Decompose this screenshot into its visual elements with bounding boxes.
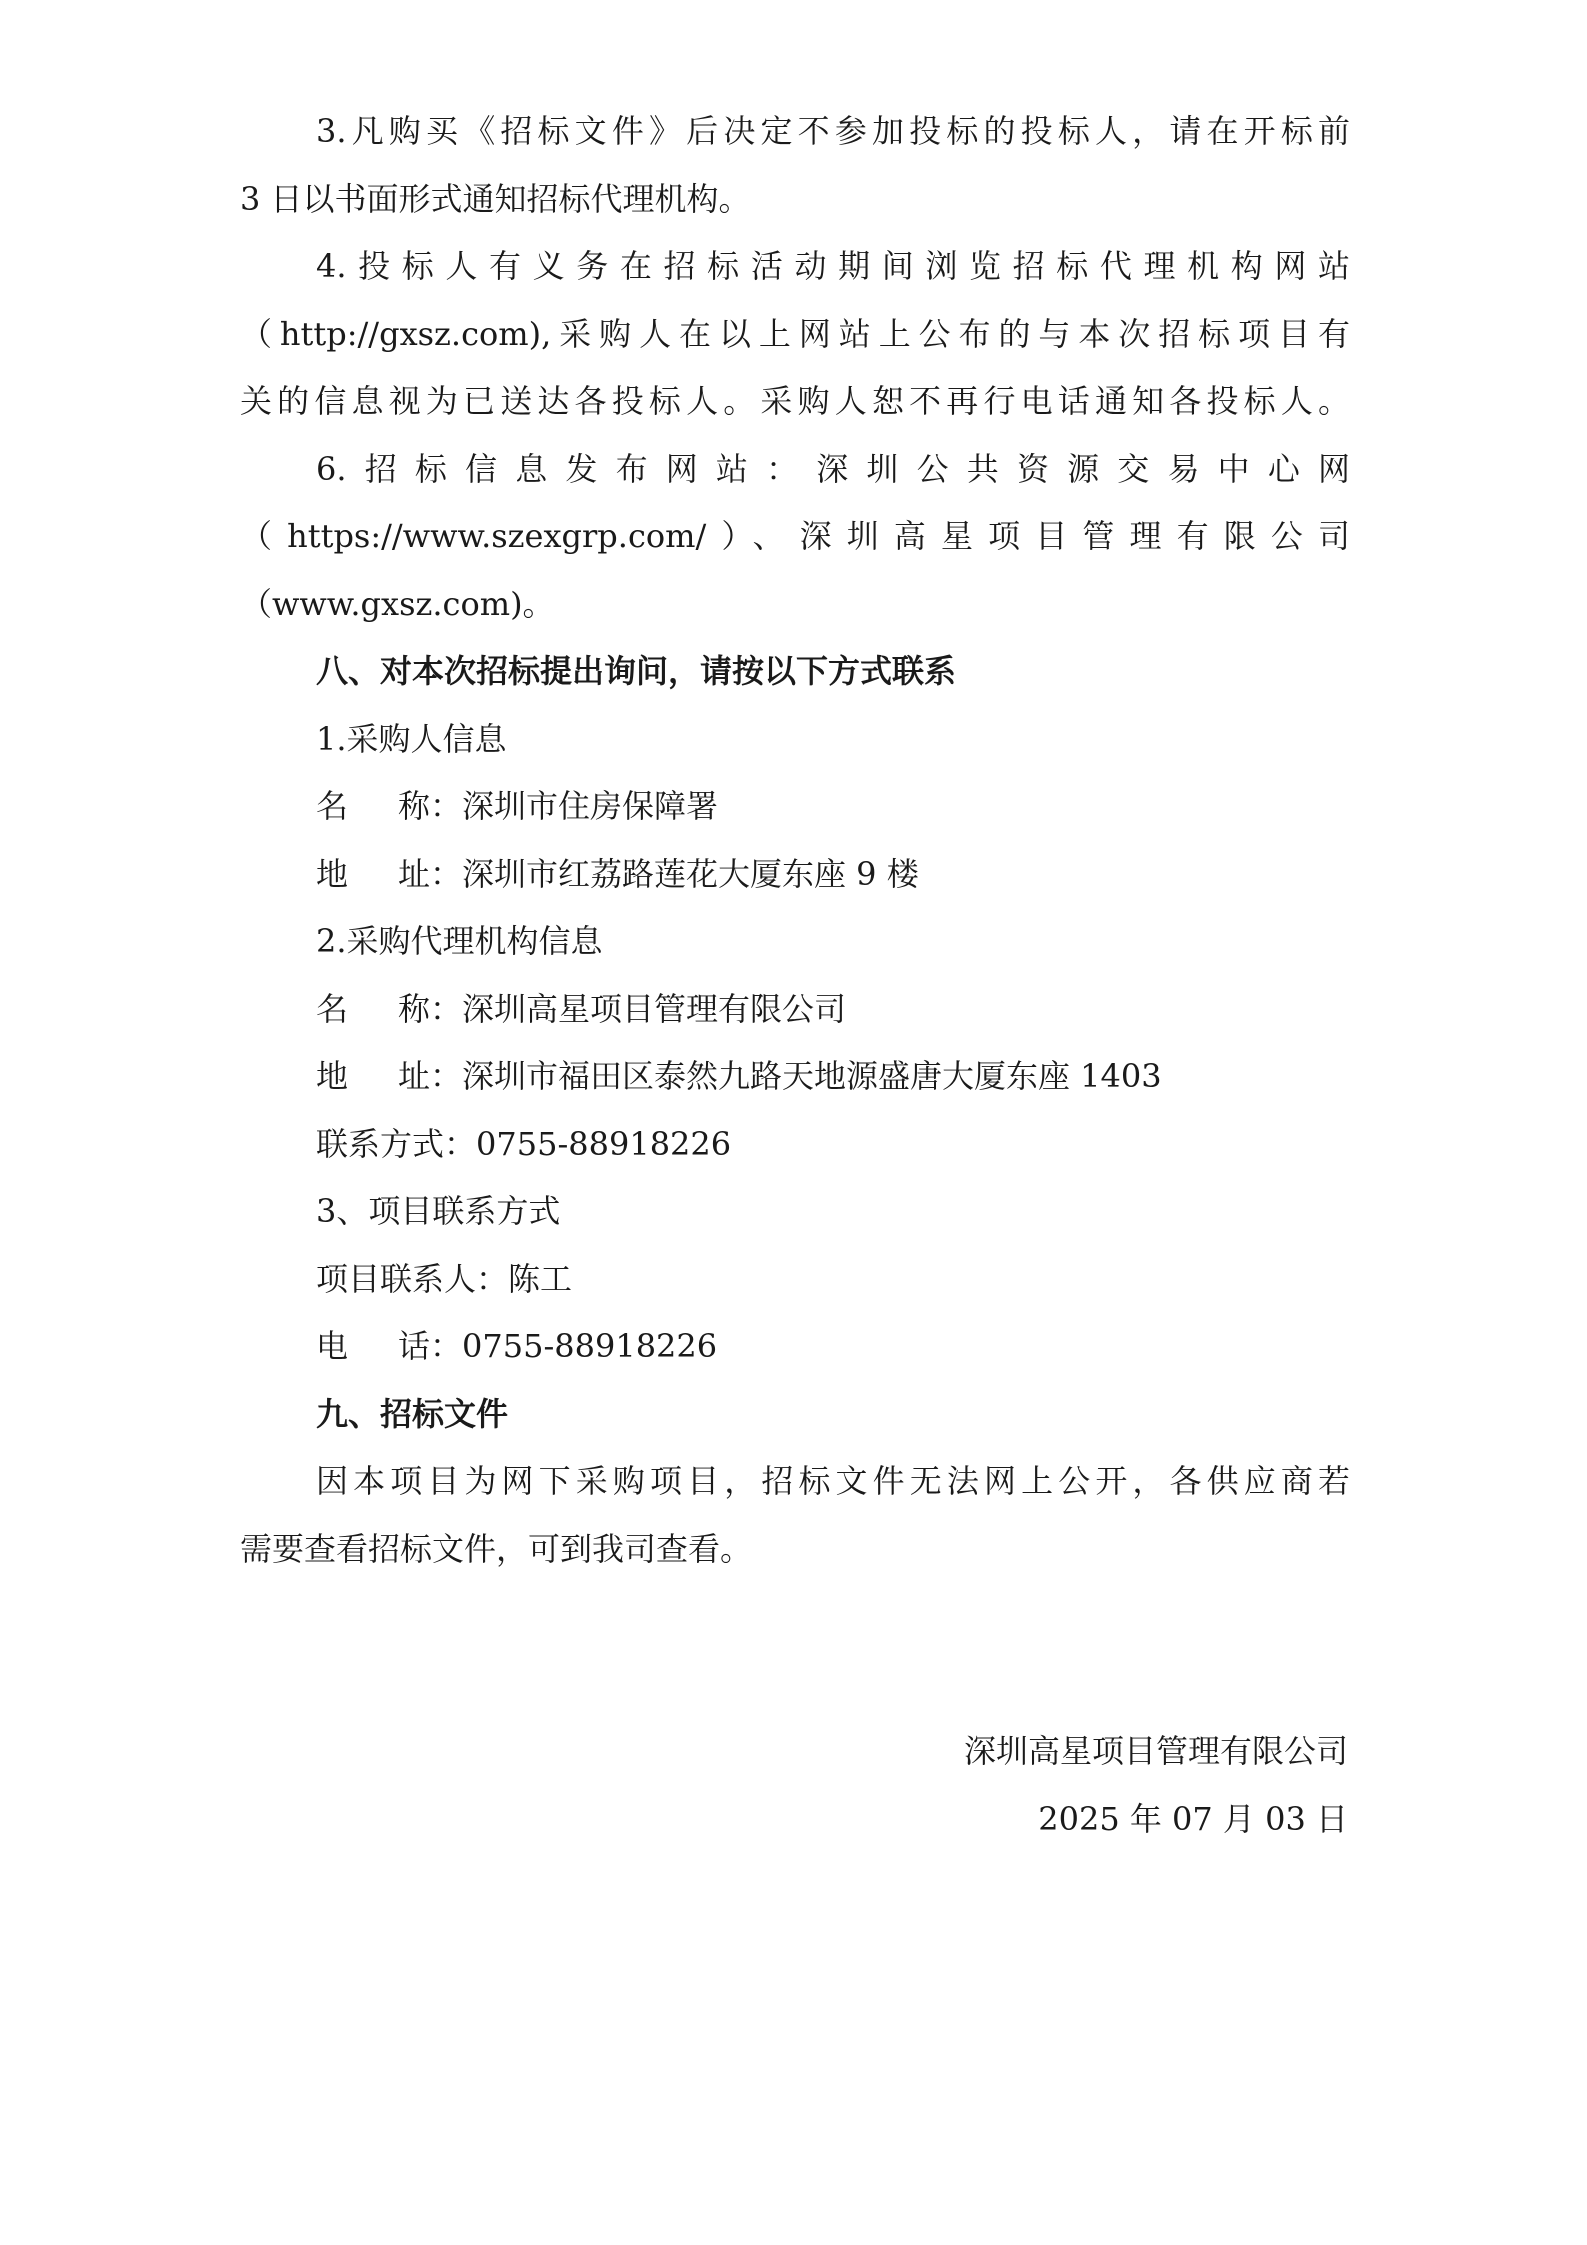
section9-heading: 九、招标文件 (316, 1394, 509, 1433)
project-contact-person: 项目联系人：陈工 (316, 1259, 573, 1298)
item6-line3: （www.gxsz.com)。 (240, 584, 555, 623)
purchaser-title: 1.采购人信息 (316, 719, 507, 758)
agency-name-row (240, 976, 1350, 1044)
agency-title: 2.采购代理机构信息 (316, 922, 603, 960)
document-body (240, 98, 1350, 1853)
purchaser-address-value: ：深圳市红荔路莲花大厦东座 9 楼 (430, 854, 919, 893)
project-phone-label: 电话 (316, 1327, 430, 1365)
signature-company: 深圳高星项目管理有限公司 (963, 1732, 1348, 1770)
agency-contact: 联系方式：0755-88918226 (316, 1124, 732, 1163)
agency-address-row (240, 1043, 1350, 1111)
item4-line2: （http://gxsz.com),采购人在以上网站上公布的与本次招标项目有 (240, 314, 1350, 353)
purchaser-name-value: ：深圳市住房保障署 (430, 787, 719, 825)
agency-address-value: ：深圳市福田区泰然九路天地源盛唐大厦东座 1403 (430, 1057, 1162, 1095)
item4-line1: 4.投标人有义务在招标活动期间浏览招标代理机构网站 (316, 247, 1350, 285)
section9-line1: 因本项目为网下采购项目，招标文件无法网上公开，各供应商若 (316, 1462, 1350, 1500)
section8-heading: 八、对本次招标提出询问，请按以下方式联系 (316, 652, 957, 690)
purchaser-address-label: 地址 (316, 854, 430, 893)
project-phone-row (240, 1313, 1350, 1381)
purchaser-name-row (240, 773, 1350, 841)
purchaser-address-row (240, 841, 1350, 909)
item3-line2: 3 日以书面形式通知招标代理机构。 (240, 179, 751, 218)
spacer (240, 1583, 1350, 1718)
purchaser-name-label: 名称 (316, 787, 430, 825)
item3-line1: 3.凡购买《招标文件》后决定不参加投标的投标人，请在开标前 (316, 112, 1350, 150)
item6-line2: （https://www.szexgrp.com/）、深圳高星项目管理有限公司 (240, 517, 1350, 555)
item6-line1: 6.招标信息发布网站：深圳公共资源交易中心网 (316, 449, 1350, 488)
project-phone-value: ：0755-88918226 (430, 1327, 718, 1365)
section9-line2: 需要查看招标文件，可到我司查看。 (240, 1529, 753, 1568)
agency-name-value: ：深圳高星项目管理有限公司 (430, 989, 847, 1028)
item4-line3: 关的信息视为已送达各投标人。采购人恕不再行电话通知各投标人。 (240, 382, 1350, 420)
project-contact-title: 3、项目联系方式 (316, 1192, 561, 1230)
agency-address-label: 地址 (316, 1057, 430, 1095)
signature-date: 2025 年 07 月 03 日 (1038, 1799, 1348, 1838)
agency-name-label: 名称 (316, 989, 430, 1028)
